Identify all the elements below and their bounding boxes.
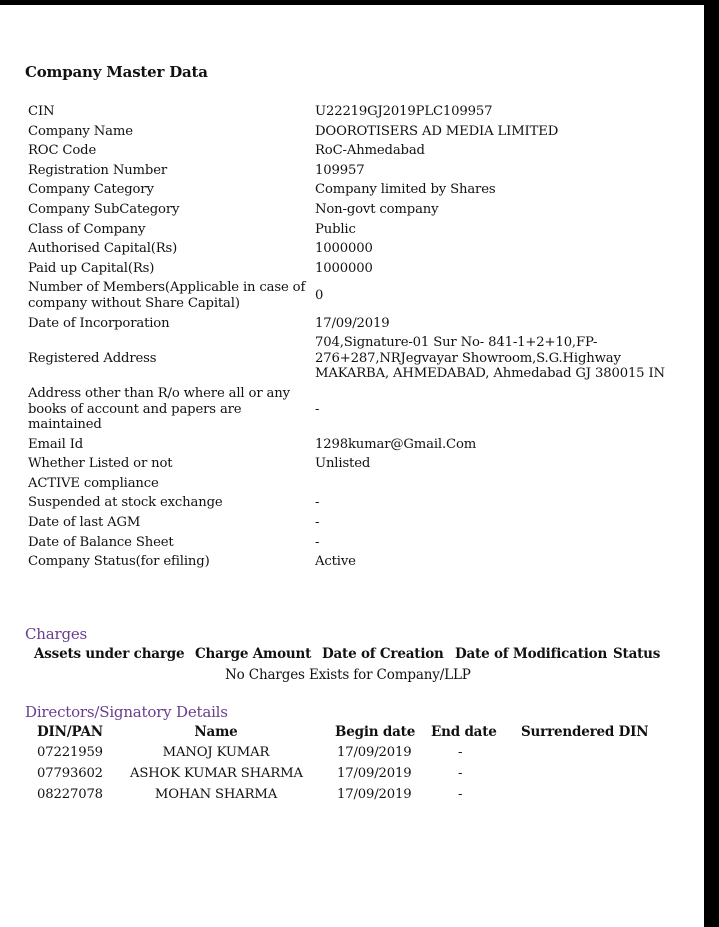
master-value: 17/09/2019 (315, 315, 390, 331)
master-value: 1000000 (315, 260, 373, 276)
directors-heading: Directors/Signatory Details (25, 703, 228, 721)
directors-col-din: DIN/PAN (37, 724, 103, 740)
master-row-balance-sheet (28, 533, 678, 553)
master-value: - (315, 534, 320, 550)
master-row-last-agm (28, 513, 678, 533)
master-label: Registered Address (28, 350, 157, 366)
director-name: MOHAN SHARMA (154, 787, 278, 802)
master-value: - (315, 401, 320, 417)
master-label: Authorised Capital(Rs) (28, 241, 178, 257)
master-label: ROC Code (28, 143, 97, 159)
master-value: Active (315, 554, 356, 570)
director-name: MANOJ KUMAR (162, 745, 270, 760)
master-label: Registration Number (28, 162, 168, 178)
master-label: Company Status(for efiling) (28, 554, 210, 570)
page-title: Company Master Data (25, 63, 208, 81)
master-row-paid-up-capital (28, 259, 678, 279)
master-label: Address other than R/o where all or any books of account and papers are maintained (28, 385, 290, 433)
master-value: Non-govt company (315, 201, 439, 217)
master-label: ACTIVE compliance (28, 475, 159, 491)
master-value: Company limited by Shares (315, 182, 496, 198)
company-master-table (28, 102, 678, 572)
director-begin-date: 17/09/2019 (337, 745, 412, 760)
master-label: Company SubCategory (28, 201, 180, 217)
master-row-active-compliance (28, 474, 678, 494)
master-row-company-status (28, 552, 678, 572)
master-label: Class of Company (28, 221, 146, 237)
master-value: 1298kumar@Gmail.Com (315, 436, 477, 452)
master-row-authorised-capital (28, 239, 678, 259)
master-value: 1000000 (315, 241, 373, 257)
master-row-date-of-incorporation (28, 314, 678, 334)
master-value: DOOROTISERS AD MEDIA LIMITED (315, 123, 559, 139)
director-din: 07793602 (37, 766, 103, 781)
director-name: ASHOK KUMAR SHARMA (130, 766, 303, 781)
master-row-registered-address (28, 333, 678, 384)
charges-col-creation: Date of Creation (322, 646, 444, 662)
master-value: Public (315, 221, 356, 237)
master-label: Date of last AGM (28, 515, 141, 531)
master-row-other-address (28, 384, 678, 435)
master-row-company-name (28, 122, 678, 142)
master-label: Company Category (28, 182, 154, 198)
director-end-date: - (458, 745, 463, 760)
directors-col-surrendered: Surrendered DIN (521, 724, 649, 740)
directors-col-name: Name (194, 724, 238, 740)
director-end-date: - (458, 787, 463, 802)
master-label: Company Name (28, 123, 133, 139)
master-row-roc-code (28, 141, 678, 161)
master-row-cin (28, 102, 678, 122)
master-value: Unlisted (315, 456, 371, 472)
director-din: 08227078 (37, 787, 103, 802)
charges-col-amount: Charge Amount (195, 646, 312, 662)
master-label: Suspended at stock exchange (28, 495, 223, 511)
master-value: 0 (315, 288, 324, 304)
director-din: 07221959 (37, 745, 103, 760)
director-begin-date: 17/09/2019 (337, 787, 412, 802)
master-row-email-id (28, 435, 678, 455)
master-row-registration-number (28, 161, 678, 181)
charges-col-status: Status (613, 646, 661, 662)
director-begin-date: 17/09/2019 (337, 766, 412, 781)
master-value: RoC-Ahmedabad (315, 143, 425, 159)
master-value: - (315, 495, 320, 511)
directors-col-end: End date (431, 724, 497, 740)
master-label: Date of Incorporation (28, 315, 170, 331)
master-row-listed (28, 454, 678, 474)
master-value: 704,Signature-01 Sur No- 841-1+2+10,FP-276+287,NRJegvayar Showroom,S.G.Highway MAKARBA, AHMEDABAD, Ahmedabad GJ 380015 IN (315, 335, 665, 382)
master-row-class-of-company (28, 220, 678, 240)
master-row-company-subcategory (28, 200, 678, 220)
charges-heading: Charges (25, 625, 88, 643)
charges-col-assets: Assets under charge (34, 646, 185, 662)
master-label: Email Id (28, 436, 84, 452)
master-value: 109957 (315, 162, 365, 178)
charges-col-modification: Date of Modification (455, 646, 608, 662)
master-label: Date of Balance Sheet (28, 534, 174, 550)
master-label: Whether Listed or not (28, 456, 173, 472)
master-value: - (315, 515, 320, 531)
master-row-number-of-members (28, 278, 678, 313)
master-label: CIN (28, 104, 55, 119)
master-row-suspended (28, 493, 678, 513)
master-value: U22219GJ2019PLC109957 (315, 104, 493, 119)
master-label: Number of Members(Applicable in case of company without Share Capital) (28, 280, 306, 311)
master-label: Paid up Capital(Rs) (28, 260, 155, 276)
director-end-date: - (458, 766, 463, 781)
directors-col-begin: Begin date (335, 724, 416, 740)
master-row-company-category (28, 180, 678, 200)
charges-empty-message: No Charges Exists for Company/LLP (225, 667, 471, 683)
